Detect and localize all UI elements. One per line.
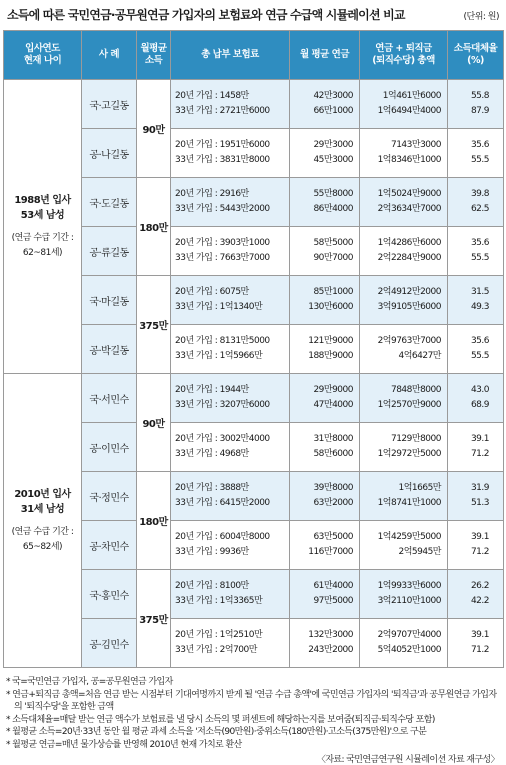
monthly-pension: 188만9000: [308, 351, 353, 361]
monthly-pension: 39만8000: [313, 483, 353, 493]
monthly-pension: 31만8000: [313, 434, 353, 444]
case-name: 공·김민수: [82, 619, 137, 668]
replacement-rate: 68.9: [470, 400, 489, 410]
unit-label: (단위: 원): [463, 12, 499, 22]
replacement-rate: 39.1: [470, 434, 489, 444]
replacement-rate: 35.6: [470, 238, 489, 248]
total-premium: 33년 가입 : 1억3365만: [175, 596, 263, 606]
group-label-line: 1988년 입사: [14, 194, 71, 206]
header-text: 월평균: [140, 43, 167, 54]
replacement-rate: 55.8: [470, 91, 489, 101]
total-premium: 33년 가입 : 1억5966만: [175, 351, 263, 361]
monthly-pension: 90만7000: [313, 253, 353, 263]
pension-total: 2억4912만2000: [377, 287, 441, 297]
total-premium: 33년 가입 : 4968만: [175, 449, 249, 459]
pension-total: 1억5024만9000: [377, 189, 441, 199]
pension-total-cell: [360, 227, 448, 276]
replacement-rate: 43.0: [470, 385, 489, 395]
header-text: (퇴직수당) 총액: [372, 55, 435, 66]
total-premium-cell: [171, 521, 290, 570]
pension-total: 1억4259만5000: [377, 532, 441, 542]
group-label-line: 53세 남성: [20, 209, 65, 221]
monthly-income: 375만: [137, 276, 171, 374]
replacement-rate: 31.9: [470, 483, 489, 493]
monthly-income: 90만: [137, 80, 171, 178]
header-monthly-pension: [290, 31, 360, 80]
replacement-rate: 71.2: [470, 547, 489, 557]
replacement-rate-cell: [448, 80, 504, 129]
monthly-pension: 121만9000: [308, 336, 353, 346]
total-premium: 20년 가입 : 3002만4000: [175, 434, 270, 444]
replacement-rate-cell: [448, 570, 504, 619]
case-name: 국·고길동: [82, 80, 137, 129]
replacement-rate: 71.2: [470, 645, 489, 655]
group-label-line: 2010년 입사: [14, 488, 71, 500]
replacement-rate: 39.8: [470, 189, 489, 199]
monthly-pension: 42만3000: [313, 91, 353, 101]
group-cell: [4, 374, 82, 668]
footnote: * 연금+퇴직금 총액=처음 연금 받는 시점부터 기대여명까지 받게 될 '연금 수급 총액'에 국민연금 가입자의 '퇴직금'과 공무원연금 가입자의 '퇴직수당'을 포함한 금액: [6, 689, 497, 712]
replacement-rate-cell: [448, 423, 504, 472]
monthly-pension: 86만4000: [313, 204, 353, 214]
header-text: 총 납부 보험료: [201, 49, 259, 60]
monthly-pension: 85만1000: [313, 287, 353, 297]
monthly-pension: 47만4000: [313, 400, 353, 410]
case-name: 공·이민수: [82, 423, 137, 472]
pension-total: 7848만8000: [390, 385, 441, 395]
pension-total: 7143만3000: [390, 140, 441, 150]
group-cell: [4, 80, 82, 374]
monthly-income: 180만: [137, 472, 171, 570]
monthly-pension-cell: [290, 325, 360, 374]
group-note-line: 62~81세): [22, 247, 63, 258]
monthly-pension: 55만8000: [313, 189, 353, 199]
replacement-rate: 39.1: [470, 532, 489, 542]
header-replacement-rate: [448, 31, 504, 80]
monthly-pension-cell: [290, 227, 360, 276]
pension-total-cell: [360, 423, 448, 472]
replacement-rate: 42.2: [470, 596, 489, 606]
monthly-pension: 130만6000: [308, 302, 353, 312]
header-text: 소득대체율: [453, 43, 498, 54]
header-join-year: [4, 31, 82, 80]
total-premium-cell: [171, 570, 290, 619]
total-premium-cell: [171, 619, 290, 668]
pension-total: 2억9763만7000: [377, 336, 441, 346]
total-premium: 33년 가입 : 6415만2000: [175, 498, 270, 508]
total-premium: 20년 가입 : 1458만: [175, 91, 249, 101]
group-note-line: (연금 수급 기간 :: [11, 526, 74, 537]
pension-total: 2억5945만: [398, 547, 441, 557]
footnote: * 월평균 소득=20년·33년 동안 월 평균 과세 소득을 '저소득(90만원)·중위소득(180만원)·고소득(375만원)'으로 구분: [6, 727, 427, 737]
replacement-rate: 51.3: [470, 498, 489, 508]
header-text: 현재 나이: [23, 55, 62, 66]
replacement-rate: 49.3: [470, 302, 489, 312]
monthly-income: 90만: [137, 374, 171, 472]
total-premium: 20년 가입 : 6075만: [175, 287, 249, 297]
replacement-rate: 55.5: [470, 351, 489, 361]
header-case: [82, 31, 137, 80]
case-name: 공·류길동: [82, 227, 137, 276]
monthly-pension: 243만2000: [308, 645, 353, 655]
replacement-rate: 87.9: [470, 106, 489, 116]
total-premium-cell: [171, 472, 290, 521]
pension-total-cell: [360, 80, 448, 129]
total-premium: 33년 가입 : 5443만2000: [175, 204, 270, 214]
total-premium: 20년 가입 : 1억2510만: [175, 630, 263, 640]
pension-total: 4억6427만: [398, 351, 441, 361]
monthly-pension: 116만7000: [308, 547, 353, 557]
case-name: 국·서민수: [82, 374, 137, 423]
header-monthly-income: [137, 31, 171, 80]
monthly-pension: 132만3000: [308, 630, 353, 640]
monthly-pension-cell: [290, 80, 360, 129]
table-row: [4, 80, 504, 129]
pension-total: 3억9105만6000: [377, 302, 441, 312]
replacement-rate-cell: [448, 178, 504, 227]
monthly-pension: 97만5000: [313, 596, 353, 606]
total-premium: 20년 가입 : 8100만: [175, 581, 249, 591]
monthly-pension-cell: [290, 374, 360, 423]
total-premium: 33년 가입 : 2억700만: [175, 645, 257, 655]
monthly-pension-cell: [290, 276, 360, 325]
pension-total: 1억461만6000: [382, 91, 441, 101]
pension-total: 7129만8000: [390, 434, 441, 444]
header-text: 입사연도: [25, 43, 60, 54]
footnote: * 소득대체율=매달 받는 연금 액수가 보험료를 낼 당시 소득의 몇 퍼센트에 해당하는지를 보여줌(퇴직금·퇴직수당 포함): [6, 714, 435, 725]
header-text: (%): [467, 55, 484, 66]
replacement-rate: 35.6: [470, 140, 489, 150]
table-header-row: [4, 31, 504, 80]
total-premium: 33년 가입 : 3831만8000: [175, 155, 270, 165]
case-name: 국·홍민수: [82, 570, 137, 619]
monthly-pension-cell: [290, 129, 360, 178]
case-name: 국·정민수: [82, 472, 137, 521]
pension-total: 1억1665만: [398, 483, 441, 493]
replacement-rate: 62.5: [470, 204, 489, 214]
pension-total: 1억8741만1000: [377, 498, 441, 508]
replacement-rate: 55.5: [470, 155, 489, 165]
total-premium: 20년 가입 : 2916만: [175, 189, 249, 199]
pension-total: 1억8346만1000: [377, 155, 441, 165]
header-text: 연금 + 퇴직금: [375, 43, 432, 54]
table-body: [4, 80, 504, 668]
header-total-premium: [171, 31, 290, 80]
group-note-line: (연금 수급 기간 :: [11, 232, 74, 243]
monthly-pension: 58만6000: [313, 449, 353, 459]
monthly-pension: 29만3000: [313, 140, 353, 150]
pension-total: 1억6494만4000: [377, 106, 441, 116]
total-premium-cell: [171, 178, 290, 227]
monthly-income: 375만: [137, 570, 171, 668]
pension-total: 1억2570만9000: [377, 400, 441, 410]
pension-total: 2억3634만7000: [377, 204, 441, 214]
monthly-pension: 63만5000: [313, 532, 353, 542]
pension-total: 2억9707만4000: [377, 630, 441, 640]
header-text: 사 례: [98, 49, 120, 60]
header-text: 소득: [144, 55, 163, 66]
pension-total: 5억4052만1000: [377, 645, 441, 655]
monthly-pension-cell: [290, 619, 360, 668]
footnote: * 국=국민연금 가입자, 공=공무원연금 가입자: [6, 677, 173, 687]
case-name: 국·도길동: [82, 178, 137, 227]
group-note-line: 65~82세): [22, 541, 63, 552]
total-premium: 20년 가입 : 3903만1000: [175, 238, 270, 248]
replacement-rate: 31.5: [470, 287, 489, 297]
monthly-pension-cell: [290, 423, 360, 472]
case-name: 국·마길동: [82, 276, 137, 325]
monthly-pension: 66만1000: [313, 106, 353, 116]
monthly-pension-cell: [290, 521, 360, 570]
pension-total-cell: [360, 276, 448, 325]
replacement-rate: 39.1: [470, 630, 489, 640]
replacement-rate: 55.5: [470, 253, 489, 263]
replacement-rate: 71.2: [470, 449, 489, 459]
replacement-rate-cell: [448, 521, 504, 570]
pension-total-cell: [360, 178, 448, 227]
footnotes: [3, 676, 503, 751]
replacement-rate-cell: [448, 374, 504, 423]
footnote: * 월평균 연금=매년 물가상승률 반영해 2010년 현재 가치로 환산: [6, 739, 242, 750]
monthly-pension-cell: [290, 178, 360, 227]
group-label: [4, 193, 81, 223]
case-name: 공·차민수: [82, 521, 137, 570]
group-label: [4, 487, 81, 517]
total-premium: 33년 가입 : 1억1340만: [175, 302, 263, 312]
total-premium-cell: [171, 129, 290, 178]
total-premium: 20년 가입 : 1951만6000: [175, 140, 270, 150]
total-premium: 20년 가입 : 1944만: [175, 385, 249, 395]
group-label-line: 31세 남성: [20, 503, 65, 515]
monthly-pension: 45만3000: [313, 155, 353, 165]
pension-total-cell: [360, 521, 448, 570]
pension-total-cell: [360, 570, 448, 619]
total-premium: 33년 가입 : 3207만6000: [175, 400, 270, 410]
total-premium: 20년 가입 : 8131만5000: [175, 336, 270, 346]
total-premium-cell: [171, 374, 290, 423]
total-premium: 33년 가입 : 2721만6000: [175, 106, 270, 116]
replacement-rate: 35.6: [470, 336, 489, 346]
total-premium: 20년 가입 : 3888만: [175, 483, 249, 493]
monthly-pension: 29만9000: [313, 385, 353, 395]
pension-total-cell: [360, 619, 448, 668]
page-title: 소득에 따른 국민연금·공무원연금 가입자의 보험료와 연금 수급액 시뮬레이션 비교: [7, 8, 405, 22]
monthly-income: 180만: [137, 178, 171, 276]
replacement-rate-cell: [448, 227, 504, 276]
table-row: [4, 374, 504, 423]
monthly-pension-cell: [290, 472, 360, 521]
source-note: 〈자료: 국민연금연구원 시뮬레이션 자료 재구성〉: [316, 755, 499, 765]
case-name: 공·나길동: [82, 129, 137, 178]
replacement-rate-cell: [448, 129, 504, 178]
replacement-rate-cell: [448, 325, 504, 374]
total-premium: 20년 가입 : 6004만8000: [175, 532, 270, 542]
header-pension-total: [360, 31, 448, 80]
replacement-rate: 26.2: [470, 581, 489, 591]
header-text: 월 평균 연금: [300, 49, 349, 60]
case-name: 공·박길동: [82, 325, 137, 374]
monthly-pension: 63만2000: [313, 498, 353, 508]
comparison-table: [3, 30, 504, 668]
pension-total: 1억4286만6000: [377, 238, 441, 248]
pension-total: 1억9933만6000: [377, 581, 441, 591]
group-note: [4, 525, 81, 555]
pension-total: 1억2972만5000: [377, 449, 441, 459]
total-premium-cell: [171, 276, 290, 325]
replacement-rate-cell: [448, 619, 504, 668]
pension-total: 2억2284만9000: [377, 253, 441, 263]
monthly-pension-cell: [290, 570, 360, 619]
total-premium-cell: [171, 325, 290, 374]
total-premium: 33년 가입 : 9936만: [175, 547, 249, 557]
pension-total-cell: [360, 129, 448, 178]
monthly-pension: 61만4000: [313, 581, 353, 591]
monthly-pension: 58만5000: [313, 238, 353, 248]
total-premium-cell: [171, 80, 290, 129]
total-premium: 33년 가입 : 7663만7000: [175, 253, 270, 263]
pension-total-cell: [360, 374, 448, 423]
pension-total: 3억2110만1000: [377, 596, 441, 606]
pension-total-cell: [360, 325, 448, 374]
group-note: [4, 231, 81, 261]
replacement-rate-cell: [448, 276, 504, 325]
title-row: [3, 0, 503, 30]
replacement-rate-cell: [448, 472, 504, 521]
total-premium-cell: [171, 423, 290, 472]
pension-total-cell: [360, 472, 448, 521]
total-premium-cell: [171, 227, 290, 276]
